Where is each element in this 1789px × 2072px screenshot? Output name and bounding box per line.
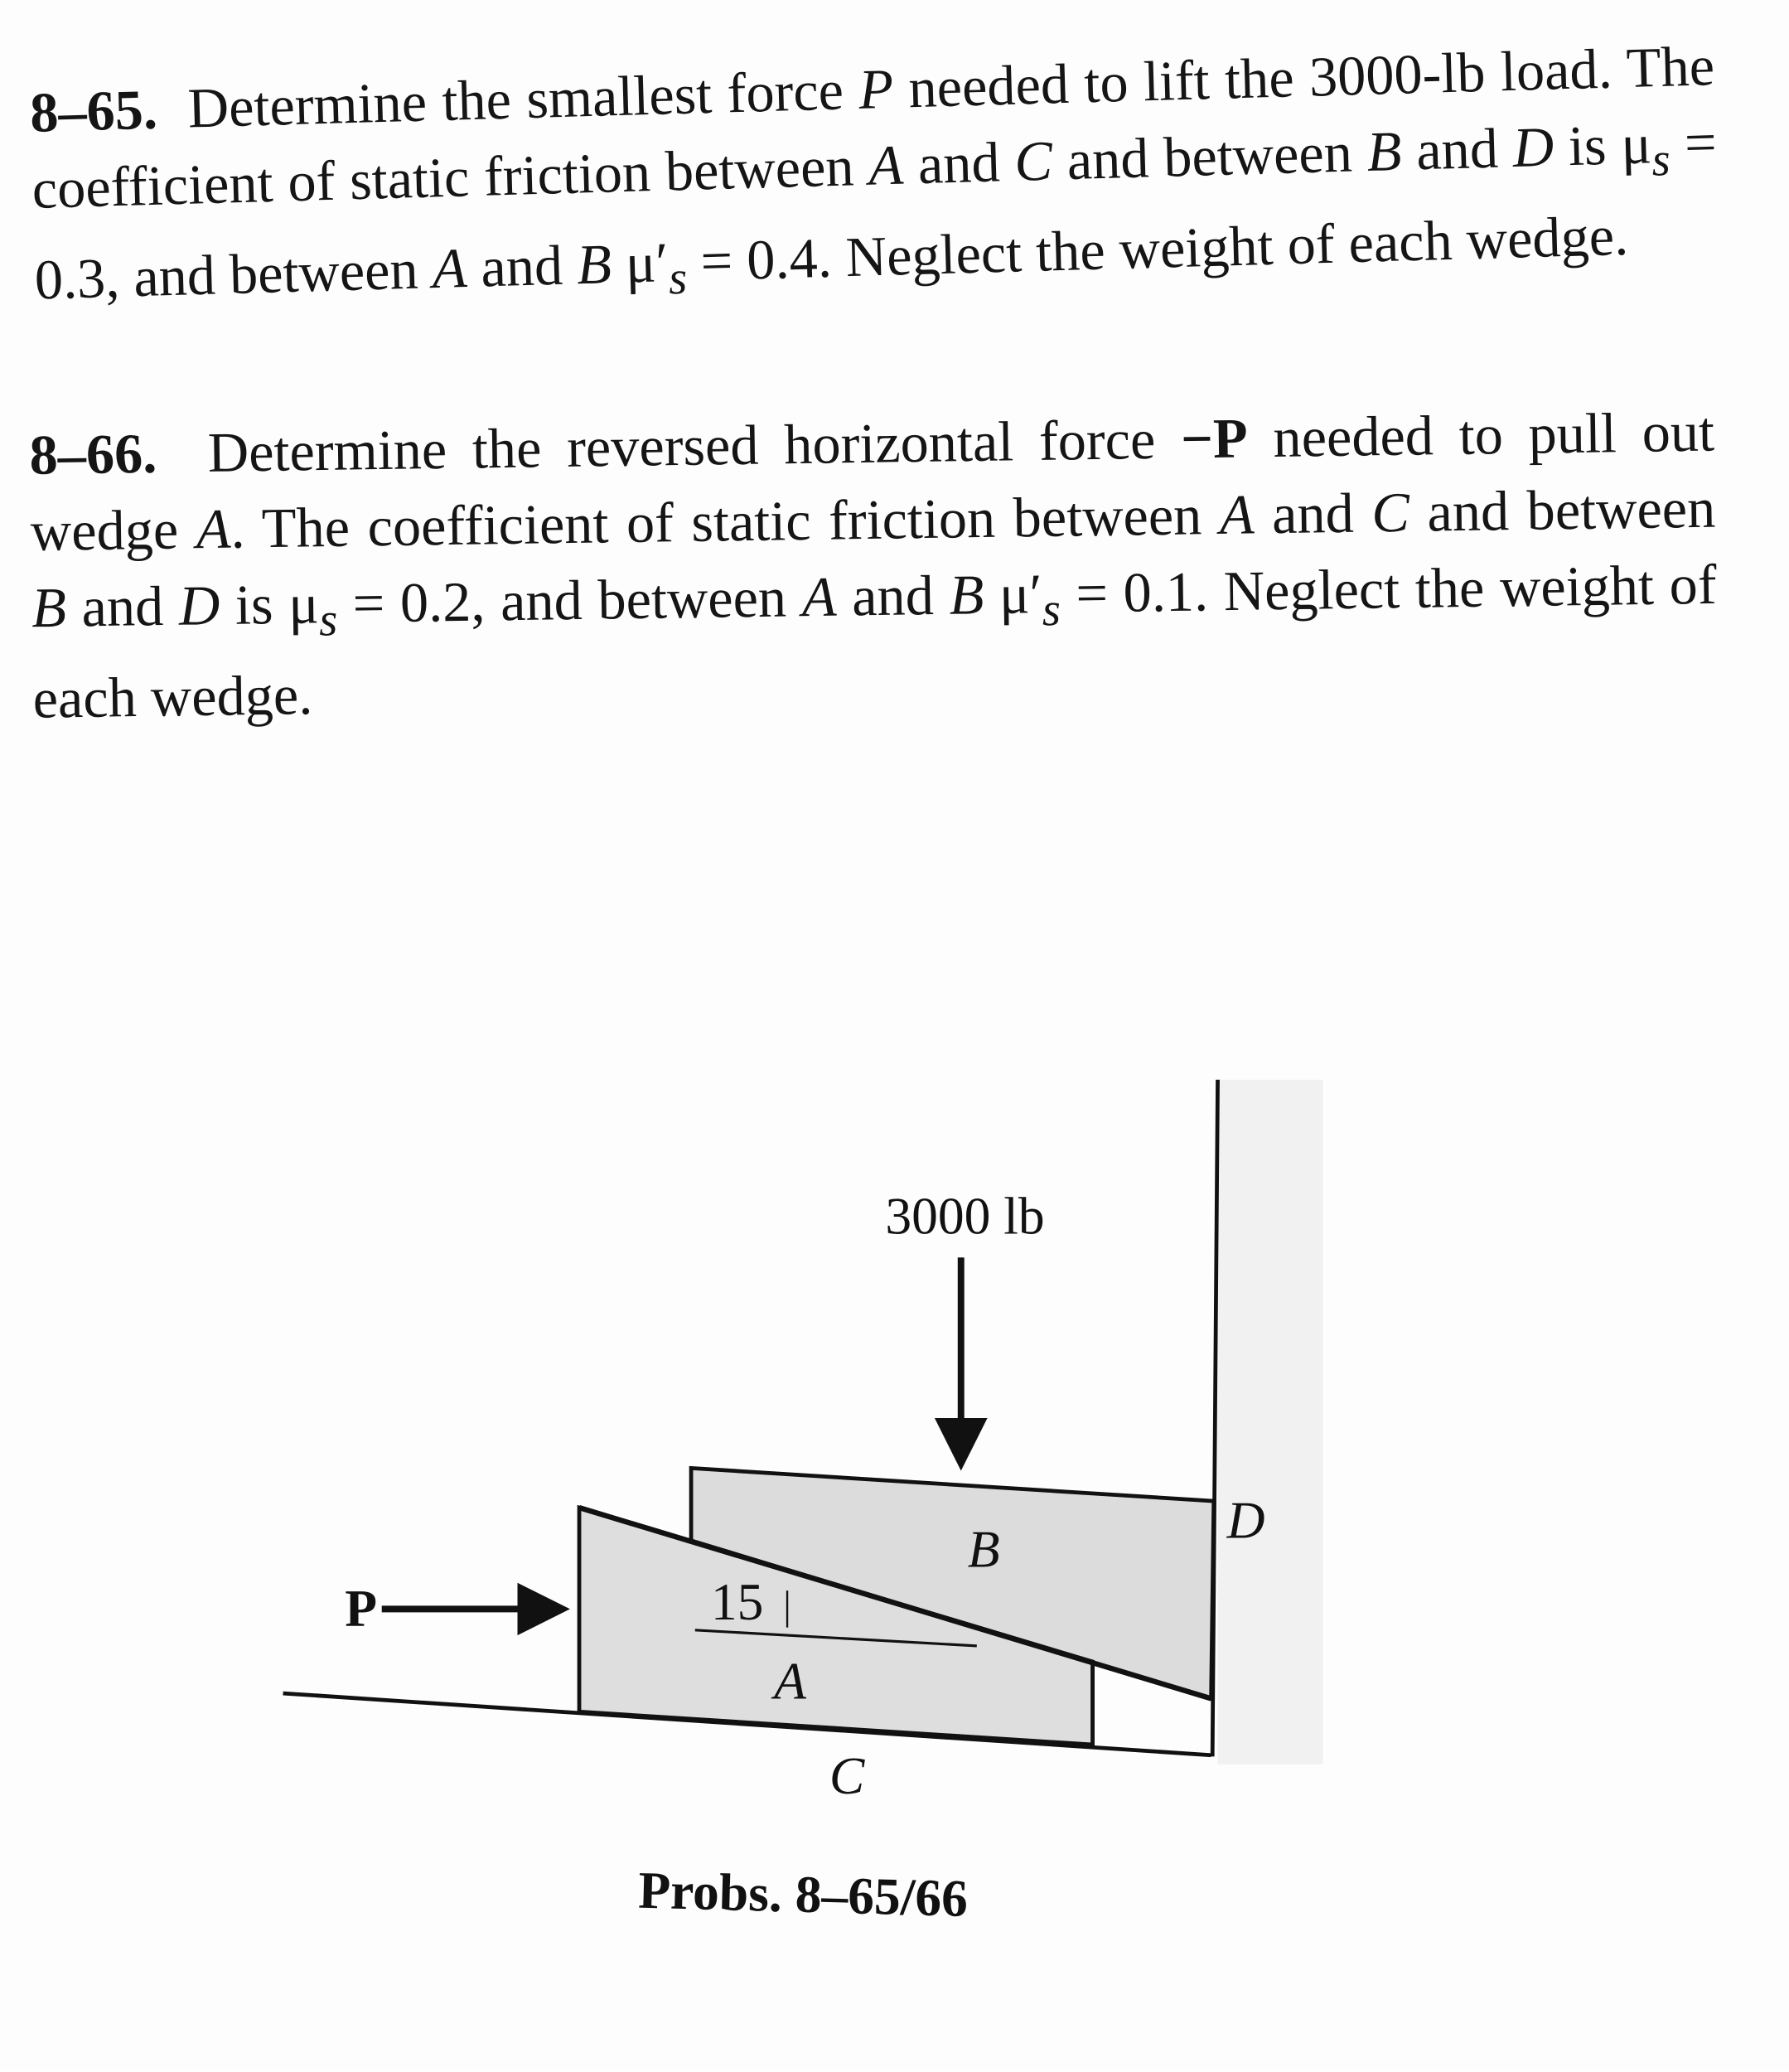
problem-number: 8–65. [29,79,158,145]
text: needed to lift the 3000-lb load. The coefficient of static friction between [31,36,1716,221]
var: A [431,237,468,301]
var: B [949,564,984,627]
label-B: B [967,1519,1000,1579]
subscript: s [668,250,688,304]
var: D [178,575,220,638]
text: is μ [219,574,320,637]
text: and between [1409,477,1716,545]
text: and [65,575,180,640]
text: and [835,564,950,629]
text: and [1254,482,1372,547]
text: μ′ [610,231,670,296]
figure-caption: Probs. 8–65/66 [637,1860,969,1928]
text: = 0.3, and between [33,112,1718,312]
text: and [466,234,578,300]
subscript: s [1651,133,1671,186]
text: and [902,132,1016,197]
text: = 0.2, and between [336,567,803,636]
text: μ′ [983,564,1043,627]
text: = 0.4. Neglect the weight of each wedge. [685,205,1630,293]
force-P-label: P [345,1579,378,1639]
var: C [1371,482,1410,545]
var: A [801,566,837,630]
var: C [1013,130,1053,194]
var: B [576,233,612,297]
text: and [1400,118,1514,183]
var: B [1366,121,1403,184]
var: A [196,498,231,562]
var: A [868,134,905,198]
text: = 0.1. Neglect the weight of each wedge. [32,554,1718,731]
wall-shading [1218,1080,1323,1765]
subscript: s [318,593,338,646]
load-label: 3000 lb [885,1186,1045,1246]
var: D [1511,116,1555,180]
angle-label: 15 [710,1572,764,1632]
text: is μ [1553,114,1653,179]
var: B [31,577,67,641]
label-A: A [774,1651,806,1711]
var: P [858,58,895,122]
text: Determine the reversed horizontal force [207,409,1182,485]
var: −P [1180,408,1249,472]
problem-number: 8–66. [29,424,157,487]
label-C: C [829,1745,865,1805]
text: and between [1051,122,1368,193]
text: Determine the smallest force [186,60,860,141]
subscript: s [1042,583,1061,637]
var: A [1219,484,1255,547]
text: . The coefficient of static friction between [230,485,1221,561]
label-D: D [1226,1490,1265,1550]
text: needed to pull out wedge [30,401,1715,564]
